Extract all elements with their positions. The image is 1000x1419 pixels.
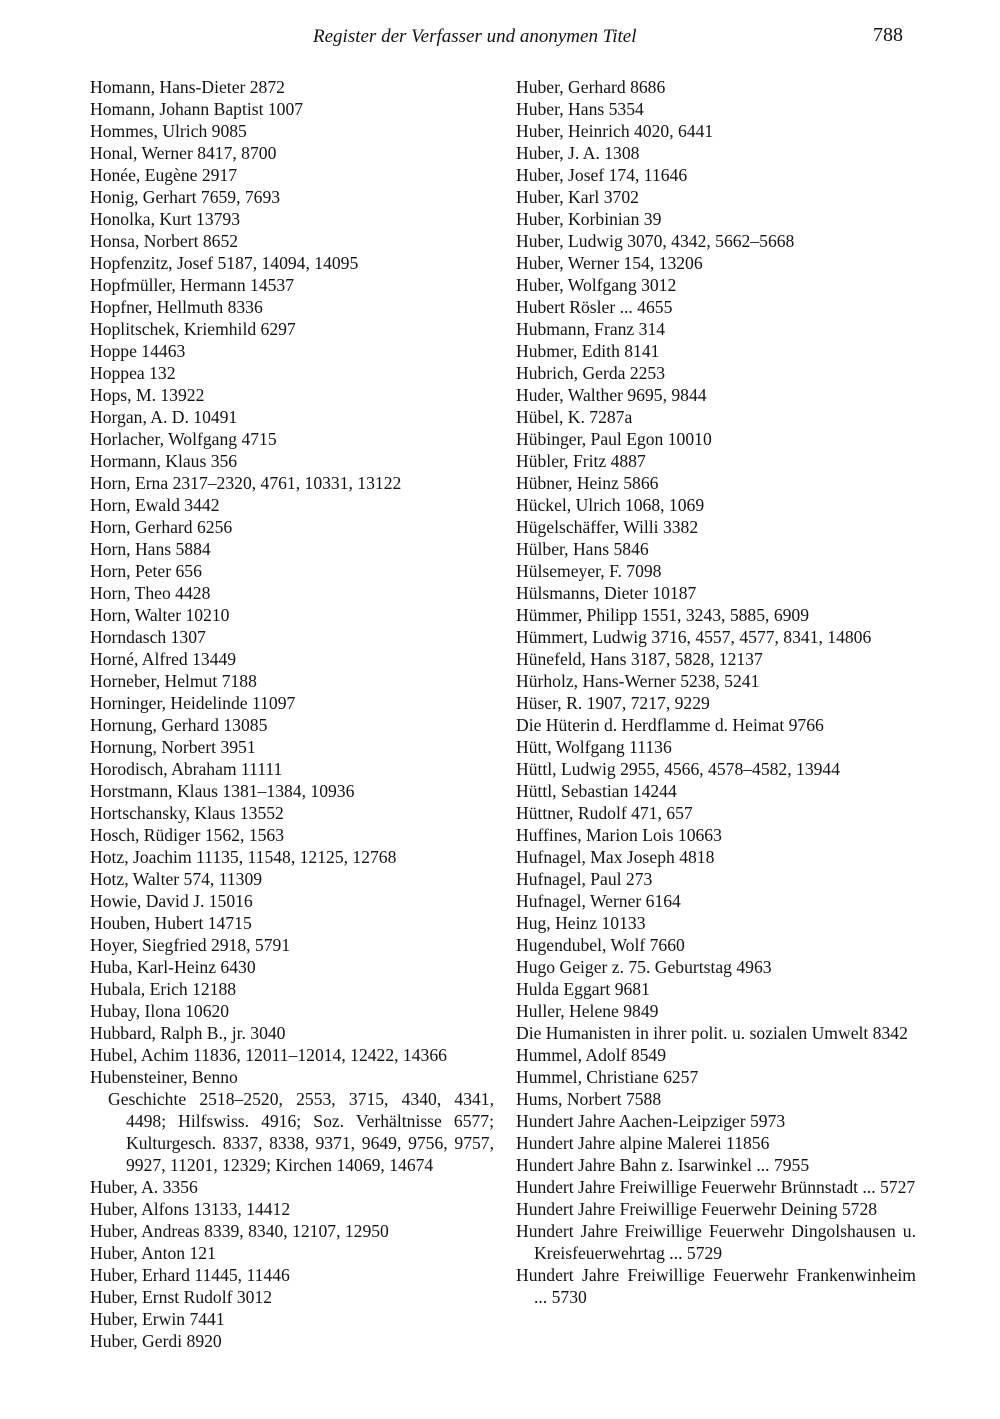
- index-entry: Huber, Anton 121: [90, 1243, 216, 1263]
- index-entry: Hortschansky, Klaus 13552: [90, 803, 284, 823]
- index-entry: Hormann, Klaus 356: [90, 451, 238, 471]
- index-entry: Hückel, Ulrich 1068, 1069: [516, 495, 705, 515]
- index-entry: Hüttl, Ludwig 2955, 4566, 4578–4582, 13944: [516, 759, 841, 779]
- index-entry: Hubert Rösler ... 4655: [516, 297, 673, 317]
- index-entry: Hundert Jahre Freiwillige Feuerwehr Dingolshausen u. Kreisfeuerwehrtag ... 5729: [516, 1221, 916, 1263]
- page-number: 788: [873, 24, 903, 46]
- index-entry: Honolka, Kurt 13793: [90, 209, 241, 229]
- index-entry: Horndasch 1307: [90, 627, 206, 647]
- index-entry: Hübner, Heinz 5866: [516, 473, 659, 493]
- index-entry: Huber, J. A. 1308: [516, 143, 640, 163]
- index-entry: Hopfenzitz, Josef 5187, 14094, 14095: [90, 253, 359, 273]
- index-entry: Horodisch, Abraham 11111: [90, 759, 283, 779]
- index-entry: Homann, Johann Baptist 1007: [90, 99, 304, 119]
- index-entry: Hubay, Ilona 10620: [90, 1001, 230, 1021]
- index-entry: Hundert Jahre Aachen-Leipziger 5973: [516, 1111, 786, 1131]
- index-entry: Hülsemeyer, F. 7098: [516, 561, 662, 581]
- index-entry: Hufnagel, Max Joseph 4818: [516, 847, 715, 867]
- index-entry: Huber, Ernst Rudolf 3012: [90, 1287, 273, 1307]
- index-entry: Hopfner, Hellmuth 8336: [90, 297, 263, 317]
- index-entry: Hoplitschek, Kriemhild 6297: [90, 319, 296, 339]
- index-entry: Hufnagel, Paul 273: [516, 869, 653, 889]
- index-entry: Hummel, Adolf 8549: [516, 1045, 667, 1065]
- index-entry: Hommes, Ulrich 9085: [90, 121, 247, 141]
- index-entry: Hundert Jahre Freiwillige Feuerwehr Brünnstadt ... 5727: [516, 1177, 916, 1197]
- index-entry: Honig, Gerhart 7659, 7693: [90, 187, 281, 207]
- index-entry: Hubrich, Gerda 2253: [516, 363, 666, 383]
- index-entry: Hübel, K. 7287a: [516, 407, 633, 427]
- index-entry: Hubmer, Edith 8141: [516, 341, 660, 361]
- index-entry: Horstmann, Klaus 1381–1384, 10936: [90, 781, 355, 801]
- index-entry: Hundert Jahre alpine Malerei 11856: [516, 1133, 770, 1153]
- index-entry: Hugo Geiger z. 75. Geburtstag 4963: [516, 957, 772, 977]
- index-entry: Horninger, Heidelinde 11097: [90, 693, 296, 713]
- page-header: [0, 26, 1000, 56]
- index-entry: Hoppea 132: [90, 363, 176, 383]
- index-entry: Hubensteiner, Benno: [90, 1067, 238, 1087]
- index-entry: Horn, Ewald 3442: [90, 495, 220, 515]
- index-entry: Hundert Jahre Freiwillige Feuerwehr Frankenwinheim ... 5730: [516, 1265, 916, 1307]
- index-entry: Hopfmüller, Hermann 14537: [90, 275, 295, 295]
- index-entry: Hüser, R. 1907, 7217, 9229: [516, 693, 710, 713]
- index-entry: Hotz, Joachim 11135, 11548, 12125, 12768: [90, 847, 397, 867]
- index-entry: Huber, Werner 154, 13206: [516, 253, 703, 273]
- index-entry: Horn, Walter 10210: [90, 605, 230, 625]
- index-entry: Hubbard, Ralph B., jr. 3040: [90, 1023, 286, 1043]
- index-entry: Huba, Karl-Heinz 6430: [90, 957, 256, 977]
- index-entry: Huber, Josef 174, 11646: [516, 165, 688, 185]
- index-entry: Hülber, Hans 5846: [516, 539, 649, 559]
- index-entry: Die Humanisten in ihrer polit. u. sozialen Umwelt 8342: [516, 1023, 908, 1043]
- index-column-left: [90, 76, 494, 1352]
- index-entry: Hufnagel, Werner 6164: [516, 891, 681, 911]
- index-entry: Hümmert, Ludwig 3716, 4557, 4577, 8341, 14806: [516, 627, 872, 647]
- index-entry: Hundert Jahre Freiwillige Feuerwehr Deining 5728: [516, 1199, 878, 1219]
- index-entry: Hornung, Norbert 3951: [90, 737, 256, 757]
- index-entry: Hosch, Rüdiger 1562, 1563: [90, 825, 285, 845]
- index-entry: Homann, Hans-Dieter 2872: [90, 77, 285, 97]
- index-entry: Hummel, Christiane 6257: [516, 1067, 699, 1087]
- index-entry: Huber, Heinrich 4020, 6441: [516, 121, 714, 141]
- index-entry: Hüttner, Rudolf 471, 657: [516, 803, 693, 823]
- page-title: Register der Verfasser und anonymen Titel: [313, 26, 637, 47]
- index-entry: Hürholz, Hans-Werner 5238, 5241: [516, 671, 760, 691]
- index-entry: Hütt, Wolfgang 11136: [516, 737, 672, 757]
- index-entry: Hulda Eggart 9681: [516, 979, 650, 999]
- index-entry: Hoyer, Siegfried 2918, 5791: [90, 935, 291, 955]
- index-entry: Horgan, A. D. 10491: [90, 407, 238, 427]
- index-entry: Hops, M. 13922: [90, 385, 205, 405]
- index-entry: Hümmer, Philipp 1551, 3243, 5885, 6909: [516, 605, 810, 625]
- index-entry: Hubel, Achim 11836, 12011–12014, 12422, 14366: [90, 1045, 447, 1065]
- index-entry: Huder, Walther 9695, 9844: [516, 385, 707, 405]
- index-entry: Honée, Eugène 2917: [90, 165, 238, 185]
- index-entry: Hugendubel, Wolf 7660: [516, 935, 685, 955]
- index-entry: Huber, Erwin 7441: [90, 1309, 225, 1329]
- index-entry: Huber, Gerhard 8686: [516, 77, 666, 97]
- index-entry: Huber, A. 3356: [90, 1177, 198, 1197]
- index-entry: Horn, Erna 2317–2320, 4761, 10331, 13122: [90, 473, 402, 493]
- index-entry: Hotz, Walter 574, 11309: [90, 869, 263, 889]
- index-column-right: [516, 76, 916, 1308]
- index-entry: Horneber, Helmut 7188: [90, 671, 257, 691]
- index-entry: Horn, Theo 4428: [90, 583, 211, 603]
- index-entry: Huber, Korbinian 39: [516, 209, 662, 229]
- index-entry: Hüttl, Sebastian 14244: [516, 781, 677, 801]
- index-entry: Hubala, Erich 12188: [90, 979, 237, 999]
- index-entry: Horné, Alfred 13449: [90, 649, 237, 669]
- index-entry: Huber, Alfons 13133, 14412: [90, 1199, 291, 1219]
- index-entry: Hornung, Gerhard 13085: [90, 715, 268, 735]
- index-entry: Huber, Andreas 8339, 8340, 12107, 12950: [90, 1221, 389, 1241]
- index-entry: Howie, David J. 15016: [90, 891, 253, 911]
- index-entry: Hoppe 14463: [90, 341, 186, 361]
- index-entry: Huber, Hans 5354: [516, 99, 644, 119]
- index-entry: Hundert Jahre Bahn z. Isarwinkel ... 7955: [516, 1155, 810, 1175]
- index-entry: Hünefeld, Hans 3187, 5828, 12137: [516, 649, 763, 669]
- index-entry: Houben, Hubert 14715: [90, 913, 252, 933]
- index-entry: Huffines, Marion Lois 10663: [516, 825, 722, 845]
- index-entry: Huber, Erhard 11445, 11446: [90, 1265, 290, 1285]
- index-entry: Hübler, Fritz 4887: [516, 451, 646, 471]
- index-entry: Hübinger, Paul Egon 10010: [516, 429, 712, 449]
- index-entry: Hülsmanns, Dieter 10187: [516, 583, 697, 603]
- index-entry: Horn, Hans 5884: [90, 539, 211, 559]
- index-entry: Huber, Ludwig 3070, 4342, 5662–5668: [516, 231, 795, 251]
- index-entry: Huller, Helene 9849: [516, 1001, 659, 1021]
- index-entry: Hums, Norbert 7588: [516, 1089, 662, 1109]
- index-entry: Horlacher, Wolfgang 4715: [90, 429, 277, 449]
- index-entry: Huber, Gerdi 8920: [90, 1331, 222, 1351]
- index-entry: Hubmann, Franz 314: [516, 319, 666, 339]
- index-subentry: Geschichte 2518–2520, 2553, 3715, 4340, 4341, 4498; Hilfswiss. 4916; Soz. Verhältnisse 6577; Kulturgesch. 8337, 8338, 9371, 9649, 9756, 9757, 9927, 11201, 12329; Kirchen 14069, 14674: [108, 1089, 494, 1175]
- index-entry: Honsa, Norbert 8652: [90, 231, 239, 251]
- index-entry: Huber, Wolfgang 3012: [516, 275, 677, 295]
- index-entry: Huber, Karl 3702: [516, 187, 639, 207]
- index-entry: Honal, Werner 8417, 8700: [90, 143, 277, 163]
- index-entry: Hügelschäffer, Willi 3382: [516, 517, 699, 537]
- index-entry: Horn, Peter 656: [90, 561, 202, 581]
- index-entry: Die Hüterin d. Herdflamme d. Heimat 9766: [516, 715, 824, 735]
- index-entry: Hug, Heinz 10133: [516, 913, 646, 933]
- index-entry: Horn, Gerhard 6256: [90, 517, 233, 537]
